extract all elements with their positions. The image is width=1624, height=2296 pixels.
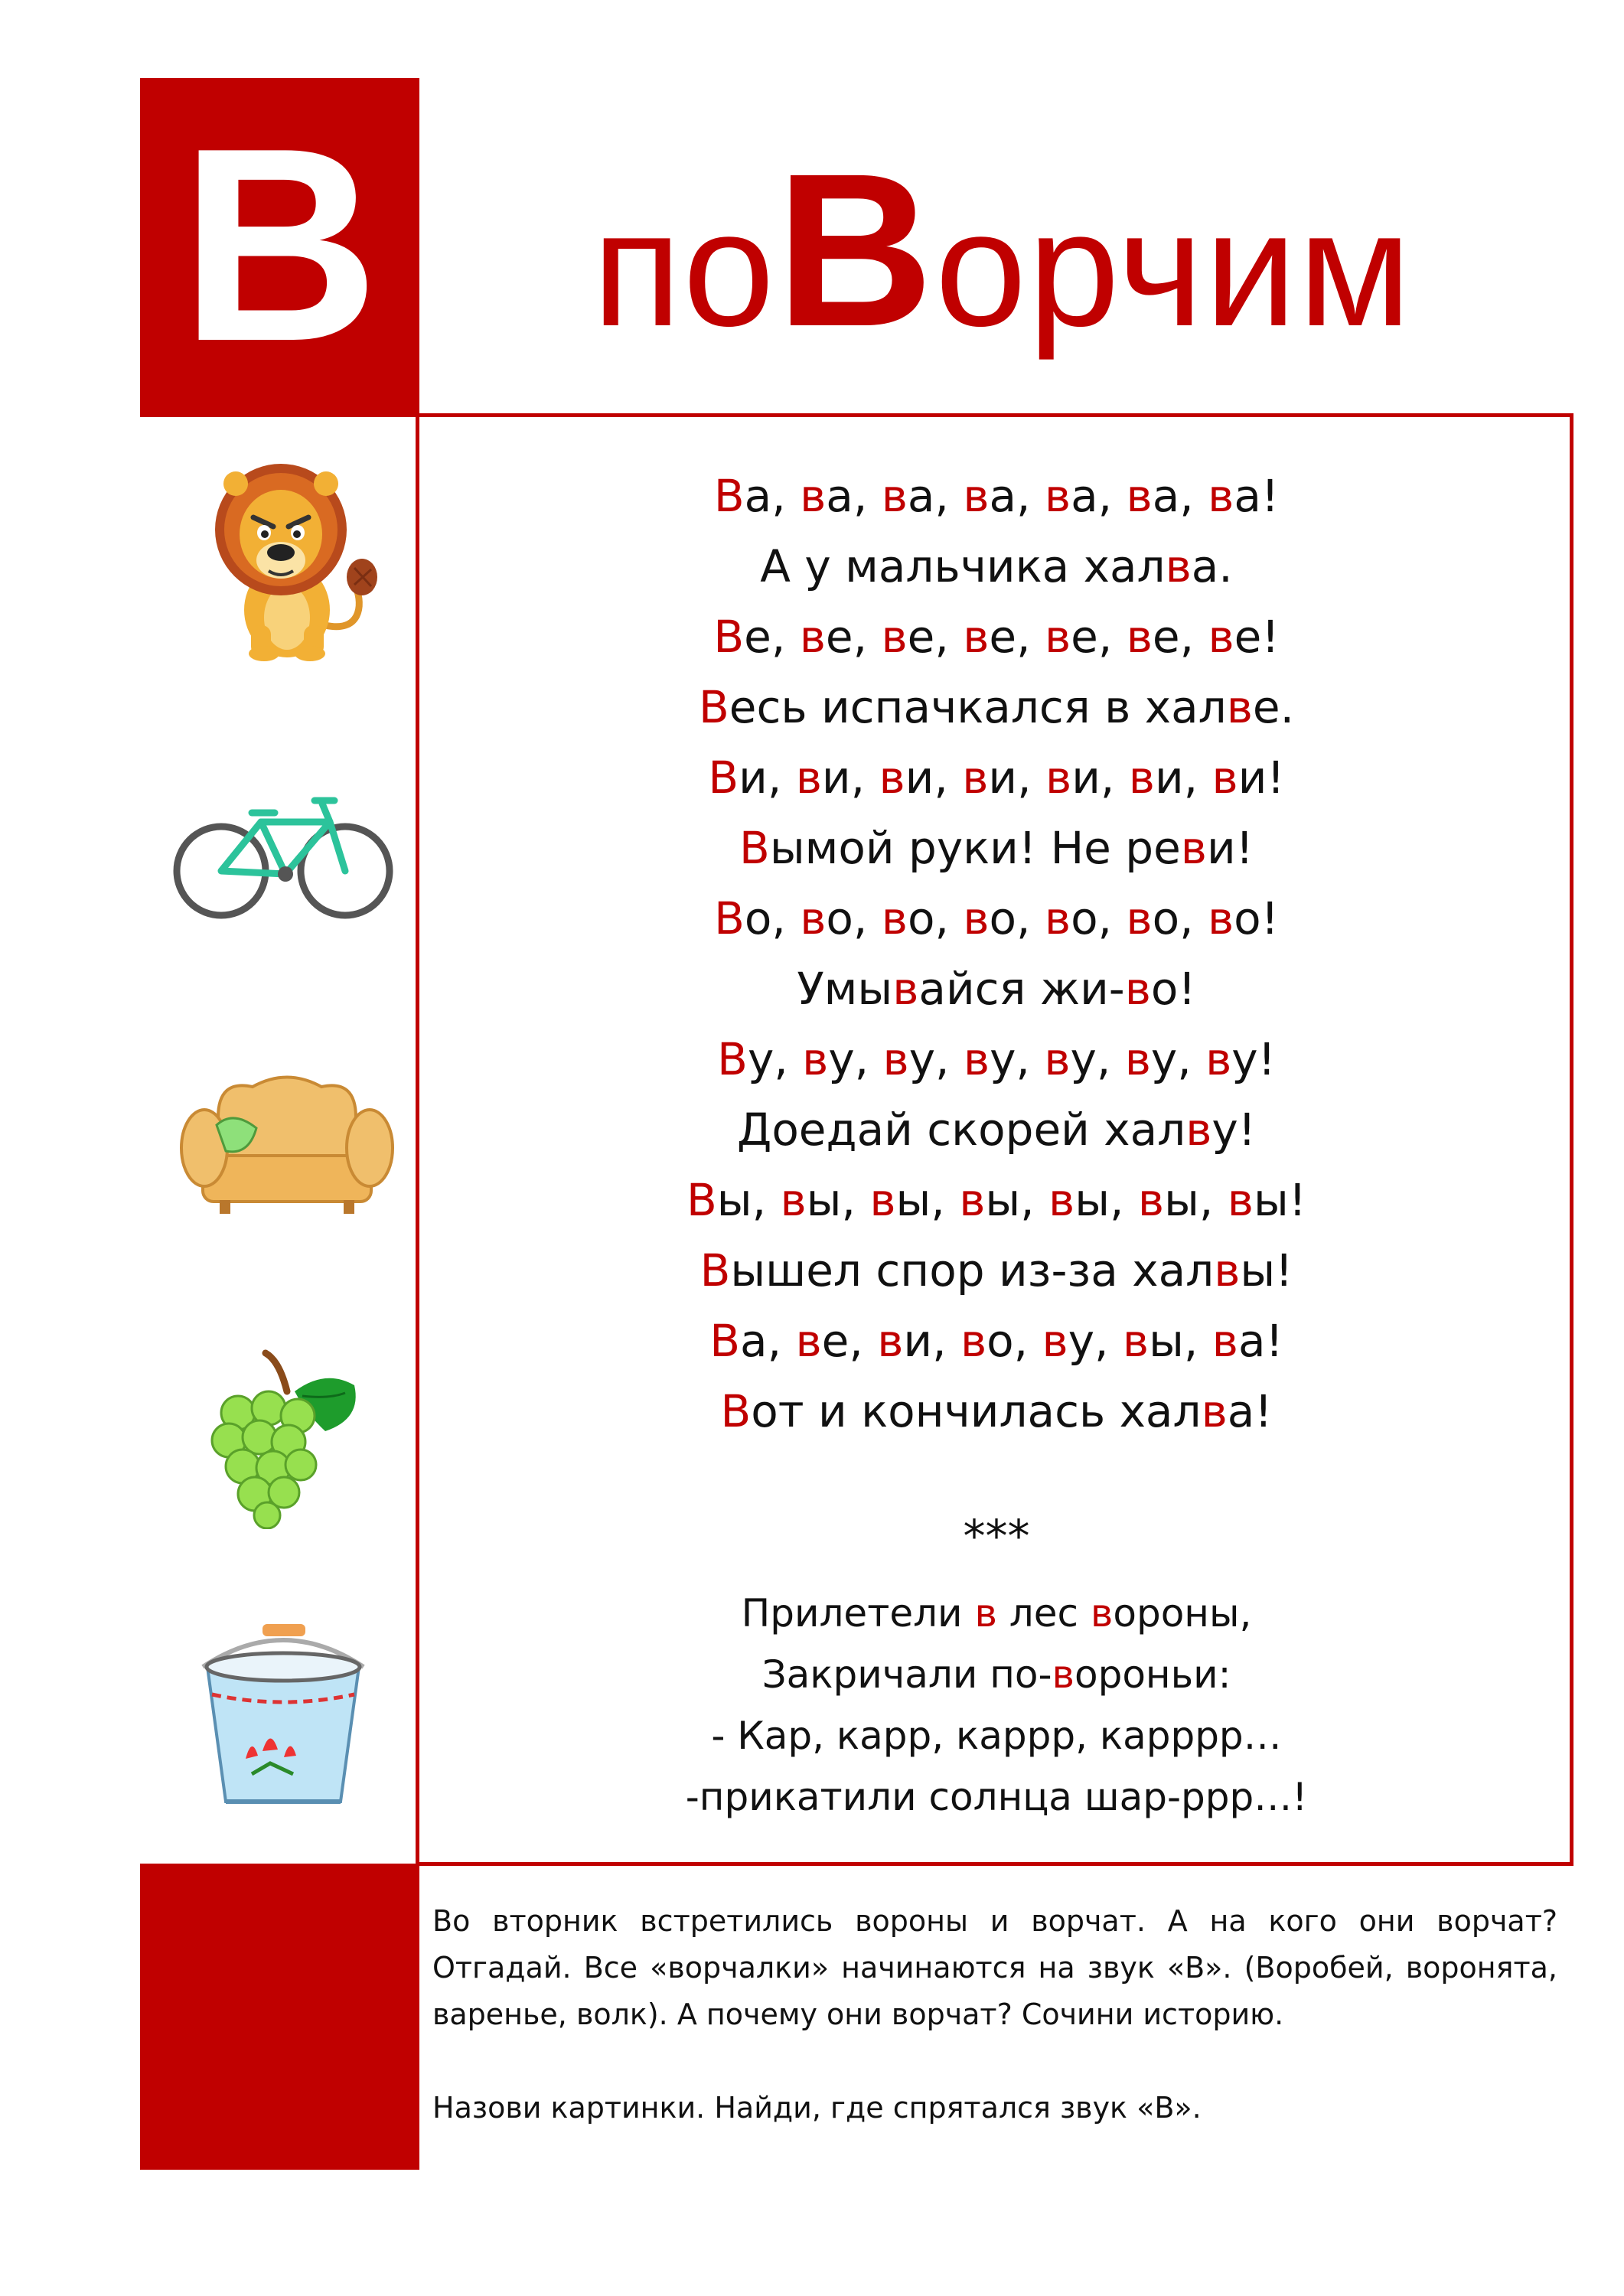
poem2-line: [419, 1766, 1573, 1828]
highlight-letter: в: [963, 892, 990, 944]
poem-line: [419, 672, 1573, 742]
highlight-letter: в: [881, 470, 908, 522]
text-segment: а,: [1152, 470, 1208, 522]
text-segment: о,: [986, 1315, 1042, 1367]
title-prefix: по: [592, 176, 776, 360]
highlight-letter: в: [795, 752, 822, 804]
text-segment: и,: [821, 752, 879, 804]
text-segment: е,: [825, 611, 882, 663]
text-segment: ы,: [716, 1174, 781, 1226]
poem-line: [419, 531, 1573, 602]
text-segment: и,: [1071, 752, 1129, 804]
highlight-letter: в: [962, 752, 989, 804]
task-text: [432, 1898, 1557, 2131]
text-segment: а!: [1227, 1385, 1273, 1437]
poem-line: [419, 1376, 1573, 1446]
text-segment: и,: [988, 752, 1045, 804]
highlight-letter: в: [881, 611, 908, 663]
text-segment: от и кончилась хал: [751, 1385, 1202, 1437]
text-segment: а,: [740, 1315, 796, 1367]
big-letter: В: [180, 90, 380, 399]
highlight-letter: в: [960, 1315, 987, 1367]
highlight-letter: в: [1137, 1174, 1165, 1226]
highlight-letter: в: [1205, 1033, 1232, 1085]
text-segment: у,: [828, 1033, 883, 1085]
text-segment: айся жи-: [918, 963, 1125, 1015]
text-segment: у,: [1150, 1033, 1206, 1085]
text-segment: лес: [996, 1591, 1091, 1636]
text-segment: ы,: [1149, 1315, 1212, 1367]
poem-line: [419, 954, 1573, 1024]
highlight-letter: в: [1126, 470, 1153, 522]
highlight-letter: В: [713, 611, 745, 663]
task-paragraph-2: Назови картинки. Найди, где спрятался звук «В».: [432, 2091, 1202, 2125]
highlight-letter: В: [709, 1315, 741, 1367]
bucket-icon: [172, 1621, 394, 1812]
text-segment: - Кар, карр, каррр, карррр…: [711, 1714, 1282, 1758]
text-segment: е,: [989, 611, 1045, 663]
text-segment: ы,: [1075, 1174, 1138, 1226]
highlight-letter: в: [1208, 470, 1234, 522]
highlight-letter: В: [699, 1244, 731, 1296]
highlight-letter: В: [714, 892, 745, 944]
highlight-letter: в: [1044, 611, 1071, 663]
bottom-red-block: [140, 1864, 419, 2170]
highlight-letter: в: [869, 1174, 896, 1226]
highlight-letter: в: [963, 470, 990, 522]
highlight-letter: в: [881, 892, 908, 944]
highlight-letter: в: [879, 752, 905, 804]
poem: [419, 461, 1573, 1446]
highlight-letter: в: [959, 1174, 986, 1226]
text-segment: е.: [1252, 681, 1295, 733]
highlight-letter: в: [1044, 1033, 1071, 1085]
highlight-letter: в: [1226, 681, 1253, 733]
poem-line: [419, 1094, 1573, 1165]
highlight-letter: в: [882, 1033, 909, 1085]
highlight-letter: в: [1180, 822, 1207, 874]
text-segment: Доедай скорей хал: [737, 1104, 1186, 1156]
highlight-letter: В: [720, 1385, 752, 1437]
highlight-letter: в: [892, 963, 919, 1015]
bicycle-icon: [172, 782, 394, 920]
text-segment: ороньи:: [1075, 1652, 1231, 1697]
text-segment: а,: [1071, 470, 1127, 522]
text-segment: а,: [989, 470, 1045, 522]
poem-line: [419, 1024, 1573, 1094]
highlight-letter: в: [877, 1315, 904, 1367]
text-segment: е,: [821, 1315, 878, 1367]
highlight-letter: в: [1201, 1385, 1228, 1437]
lion-icon: [172, 453, 394, 661]
text-segment: А у мальчика хал: [760, 540, 1166, 592]
page-title: [429, 129, 1577, 372]
poem-line: [419, 461, 1573, 531]
poem-2: [419, 1583, 1573, 1828]
text-segment: есь испачкался в хал: [729, 681, 1227, 733]
text-segment: о,: [907, 892, 964, 944]
text-segment: у,: [1068, 1315, 1123, 1367]
text-segment: о,: [989, 892, 1045, 944]
highlight-letter: в: [1044, 470, 1071, 522]
text-segment: и!: [1206, 822, 1254, 874]
highlight-letter: в: [1124, 963, 1151, 1015]
highlight-letter: В: [739, 822, 770, 874]
text-segment: е,: [907, 611, 964, 663]
highlight-letter: в: [1042, 1315, 1068, 1367]
text-segment: ы,: [895, 1174, 960, 1226]
text-segment: и!: [1238, 752, 1285, 804]
text-segment: Умы: [797, 963, 893, 1015]
text-segment: а,: [744, 470, 801, 522]
text-segment: у,: [908, 1033, 964, 1085]
highlight-letter: в: [795, 1315, 822, 1367]
highlight-letter: в: [974, 1591, 997, 1636]
text-segment: ы,: [985, 1174, 1049, 1226]
highlight-letter: в: [1122, 1315, 1150, 1367]
text-segment: о,: [826, 892, 882, 944]
title-letter: В: [775, 129, 935, 372]
separator: ***: [963, 1510, 1030, 1562]
highlight-letter: В: [698, 681, 729, 733]
text-segment: е,: [1071, 611, 1127, 663]
poem-line: [419, 813, 1573, 883]
highlight-letter: В: [708, 752, 739, 804]
highlight-letter: в: [1211, 1315, 1238, 1367]
highlight-letter: в: [1126, 611, 1153, 663]
highlight-letter: в: [1207, 892, 1234, 944]
highlight-letter: в: [1045, 752, 1072, 804]
text-segment: а!: [1238, 1315, 1283, 1367]
text-segment: а,: [907, 470, 964, 522]
highlight-letter: в: [1126, 892, 1153, 944]
text-segment: о,: [1071, 892, 1127, 944]
poem2-line: [419, 1705, 1573, 1766]
highlight-letter: в: [1052, 1652, 1075, 1697]
highlight-letter: в: [1124, 1033, 1151, 1085]
highlight-letter: в: [1048, 1174, 1075, 1226]
letter-block: [140, 78, 419, 417]
text-segment: о!: [1234, 892, 1279, 944]
title-suffix: орчим: [934, 176, 1414, 360]
text-segment: а!: [1234, 470, 1280, 522]
text-segment: у!: [1231, 1033, 1276, 1085]
text-segment: е!: [1234, 611, 1280, 663]
sofa-icon: [172, 1064, 394, 1225]
grapes-icon: [172, 1345, 394, 1529]
text-segment: ымой руки! Не ре: [769, 822, 1181, 874]
highlight-letter: в: [780, 1174, 807, 1226]
poem2-line: [419, 1644, 1573, 1705]
text-segment: ы!: [1253, 1174, 1306, 1226]
text-segment: ы,: [806, 1174, 870, 1226]
highlight-letter: в: [802, 1033, 829, 1085]
text-segment: и,: [739, 752, 796, 804]
text-segment: е,: [1152, 611, 1208, 663]
highlight-letter: В: [686, 1174, 717, 1226]
text-segment: у,: [990, 1033, 1045, 1085]
text-segment: у,: [747, 1033, 803, 1085]
text-segment: у!: [1211, 1104, 1256, 1156]
text-segment: -прикатили солнца шар-ррр…!: [685, 1775, 1308, 1819]
highlight-letter: в: [1185, 1104, 1212, 1156]
text-segment: и,: [903, 1315, 960, 1367]
text-segment: ы,: [1164, 1174, 1228, 1226]
highlight-letter: в: [1128, 752, 1155, 804]
poem-line: [419, 1306, 1573, 1376]
highlight-letter: в: [800, 470, 827, 522]
highlight-letter: в: [1165, 540, 1192, 592]
highlight-letter: в: [1208, 611, 1234, 663]
text-segment: у,: [1070, 1033, 1125, 1085]
highlight-letter: в: [1227, 1174, 1254, 1226]
highlight-letter: В: [713, 470, 745, 522]
highlight-letter: в: [799, 611, 826, 663]
text-segment: и,: [1154, 752, 1212, 804]
task-paragraph-1: Во вторник встретились вороны и ворчат. А на кого они ворчат? Отгадай. Все «ворчалки» начинаются на звук «В». (Воробей, воронята, варенье, волк). А почему они ворчат? Сочини историю.: [432, 1904, 1557, 2031]
text-segment: а,: [826, 470, 882, 522]
poem-line: [419, 1165, 1573, 1235]
poem2-line: [419, 1583, 1573, 1644]
highlight-letter: в: [1044, 892, 1071, 944]
highlight-letter: в: [963, 611, 990, 663]
highlight-letter: в: [1090, 1591, 1114, 1636]
text-segment: о,: [744, 892, 801, 944]
text-segment: а.: [1191, 540, 1233, 592]
text-segment: ышел спор из-за хал: [730, 1244, 1215, 1296]
highlight-letter: в: [1211, 752, 1238, 804]
text-segment: о!: [1150, 963, 1196, 1015]
text-segment: о,: [1152, 892, 1208, 944]
text-segment: ороны,: [1113, 1591, 1252, 1636]
poem-line: [419, 883, 1573, 954]
highlight-letter: в: [963, 1033, 990, 1085]
poem-line: [419, 1235, 1573, 1306]
poem-line: [419, 742, 1573, 813]
text-segment: Прилетели: [741, 1591, 975, 1636]
highlight-letter: В: [717, 1033, 748, 1085]
highlight-letter: в: [800, 892, 827, 944]
text-segment: е,: [744, 611, 800, 663]
highlight-letter: в: [1214, 1244, 1241, 1296]
text-segment: и,: [905, 752, 963, 804]
text-segment: ы!: [1240, 1244, 1293, 1296]
text-segment: Закричали по-: [761, 1652, 1052, 1697]
poem-line: [419, 602, 1573, 672]
